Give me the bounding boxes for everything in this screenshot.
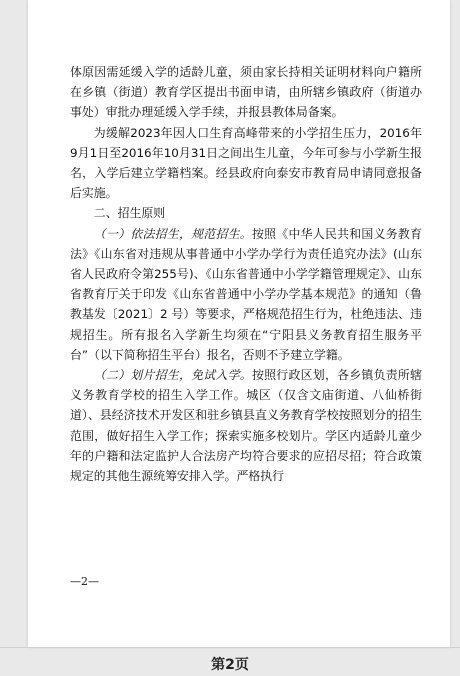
paragraph-1: 体原因需延缓入学的适龄儿童，须由家长持相关证明材料向户籍所在乡镇（街道）教育学区提出书面申请，由所辖乡镇政府（街道办事处）审批办理延缓入学手续，并报县教体局备案。: [70, 65, 422, 120]
document-page: [28, 0, 450, 647]
paragraph-4: [70, 365, 422, 486]
page-content: [70, 62, 422, 486]
page-separator: [0, 647, 460, 648]
paragraph-2: 为缓解2023年因人口生育高峰带来的小学招生压力，2016年9月1日至2016年10月31日之间出生儿童，今年可参与小学新生报名，入学后建立学籍档案。经县政府向泰安市教育局申请同意报备后实施。: [70, 125, 422, 201]
paragraph-4-body: 按照行政区划，各乡镇负责所辖义务教育学校的招生入学工作。城区（仅含文庙街道、八仙桥街道）、县经济技术开发区和驻乡镇县直义务教育学校按照划分的招生范围，做好招生入学工作；探索实施多校划片。学区内适龄儿童少年的户籍和法定监护人合法房产均符合要求的应招尽招；符合政策规定的其他生源统筹安排入学。严格执行: [70, 368, 422, 484]
subheading-2: （二）划片招生，免试入学。: [93, 368, 252, 383]
page-indicator: 第2页: [211, 657, 249, 673]
page-footer-number: —2—: [70, 575, 99, 588]
paragraph-3-body: 按照《中华人民共和国义务教育法》《山东省对违规从事普通中小学办学行为责任追究办法》(山东省人民政府令第255号)、《山东省普通中小学学籍管理规定》、山东省教育厅关于印发《山东省普通中小学办学基本规范》的通知（鲁教基发〔2021〕2 号）等要求，严格规范招生行为，杜绝违法、违规招生。所有报名入学新生均须在“宁阳县义务教育招生服务平台”（以下简称招生平台）报名，否则不予建立学籍。: [70, 226, 422, 362]
section-heading: 二、招生原则: [93, 206, 166, 221]
paragraph-3: [70, 224, 422, 365]
subheading-1: （一）依法招生，规范招生。: [93, 226, 252, 241]
